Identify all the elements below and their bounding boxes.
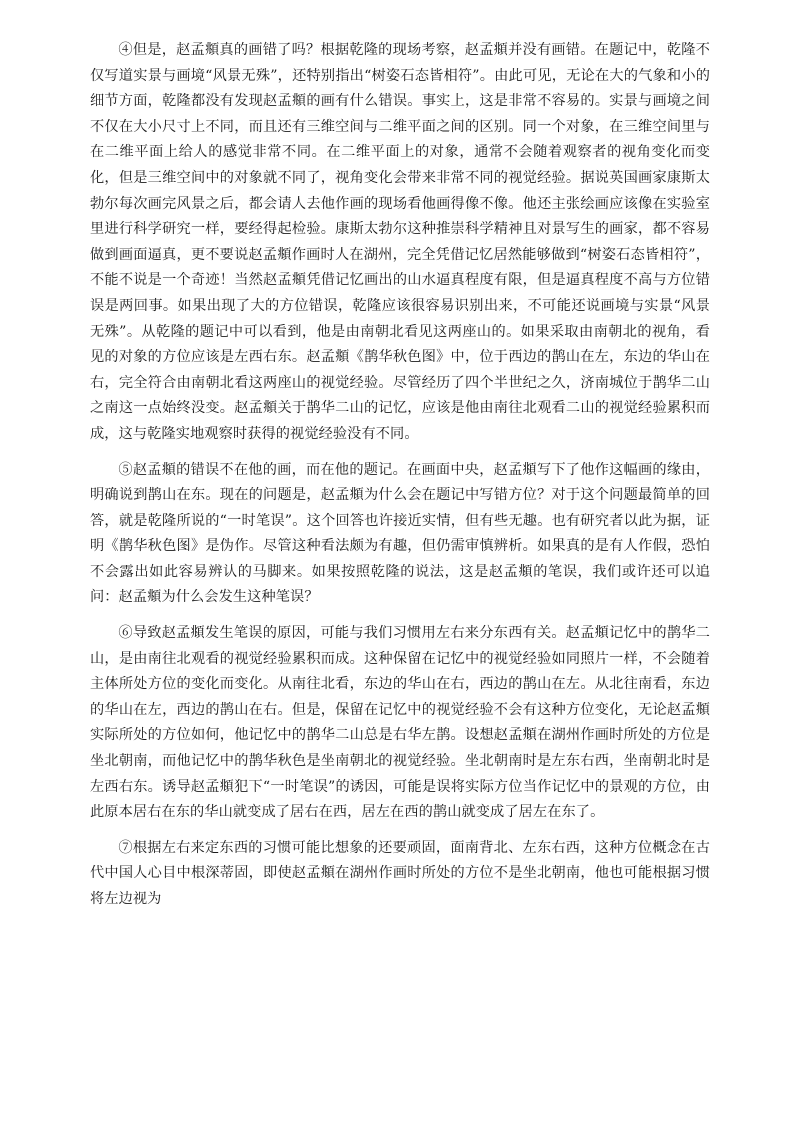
paragraph-6: ⑥导致赵孟頫发生笔误的原因，可能与我们习惯用左右来分东西有关。赵孟頫记忆中的鹊华二山，是由南往北观看的视觉经验累积而成。这种保留在记忆中的视觉经验如同照片一样，不会随着主体所处方位的变化而变化。从南往北看，东边的华山在右，西边的鹊山在左。从北往南看，东边的华山在左，西边的鹊山在右。但是，保留在记忆中的视觉经验不会有这种方位变化，无论赵孟頫实际所处的方位如何，他记忆中的鹊华二山总是右华左鹊。设想赵孟頫在湖州作画时所处的方位是坐北朝南，而他记忆中的鹊华秋色是坐南朝北的视觉经验。坐北朝南时是左东右西，坐南朝北时是左西右东。诱导赵孟頫犯下“一时笔误”的诱因，可能是误将实际方位当作记忆中的景观的方位，由此原本居右在东的华山就变成了居右在西，居左在西的鹊山就变成了居左在东了。 [90,625,710,821]
paragraph-4: ④但是，赵孟頫真的画错了吗？根据乾隆的现场考察，赵孟頫并没有画错。在题记中，乾隆不仅写道实景与画境“风景无殊”，还特别指出“树姿石态皆相符”。由此可见，无论在大的气象和小的细节方面，乾隆都没有发现赵孟頫的画有什么错误。事实上，这是非常不容易的。实景与画境之间不仅在大小尺寸上不同，而且还有三维空间与二维平面之间的区别。同一个对象，在三维空间里与在二维平面上给人的感觉非常不同。在二维平面上的对象，通常不会随着观察者的视角变化而变化，但是三维空间中的对象就不同了，视角变化会带来非常不同的视觉经验。据说英国画家康斯太勃尔每次画完风景之后，都会请人去他作画的现场看他画得像不像。他还主张绘画应该像在实验室里进行科学研究一样，要经得起检验。康斯太勃尔这种推崇科学精神且对景写生的画家，都不容易做到画面逼真，更不要说赵孟頫作画时人在湖州，完全凭借记忆居然能够做到“树姿石态皆相符”，不能不说是一个奇迹！当然赵孟頫凭借记忆画出的山水逼真程度有限，但是逼真程度不高与方位错误是两回事。如果出现了大的方位错误，乾隆应该很容易识别出来，不可能还说画境与实景“风景无殊”。从乾隆的题记中可以看到，他是由南朝北看见这两座山的。如果采取由南朝北的视角，看见的对象的方位应该是左西右东。赵孟頫《鹊华秋色图》中，位于西边的鹊山在左，东边的华山在右，完全符合由南朝北看这两座山的视觉经验。尽管经历了四个半世纪之久，济南城位于鹊华二山之南这一点始终没变。赵孟頫关于鹊华二山的记忆，应该是他由南往北观看二山的视觉经验累积而成，这与乾隆实地观察时获得的视觉经验没有不同。 [90,42,710,442]
article-body [90,38,710,923]
paragraph-7: ⑦根据左右来定东西的习惯可能比想象的还要顽固，面南背北、左东右西，这种方位概念在古代中国人心目中根深蒂固，即使赵孟頫在湖州作画时所处的方位不是坐北朝南，他也可能根据习惯将左边视为 [90,839,710,907]
paragraph-5: ⑤赵孟頫的错误不在他的画，而在他的题记。在画面中央，赵孟頫写下了他作这幅画的缘由，明确说到鹊山在东。现在的问题是，赵孟頫为什么会在题记中写错方位？对于这个问题最简单的回答，就是乾隆所说的“一时笔误”。这个回答也许接近实情，但有些无趣。也有研究者以此为据，证明《鹊华秋色图》是伪作。尽管这种看法颇为有趣，但仍需审慎辨析。如果真的是有人作假，恐怕不会露出如此容易辨认的马脚来。如果按照乾隆的说法，这是赵孟頫的笔误，我们或许还可以追问：赵孟頫为什么会发生这种笔误？ [90,461,710,606]
